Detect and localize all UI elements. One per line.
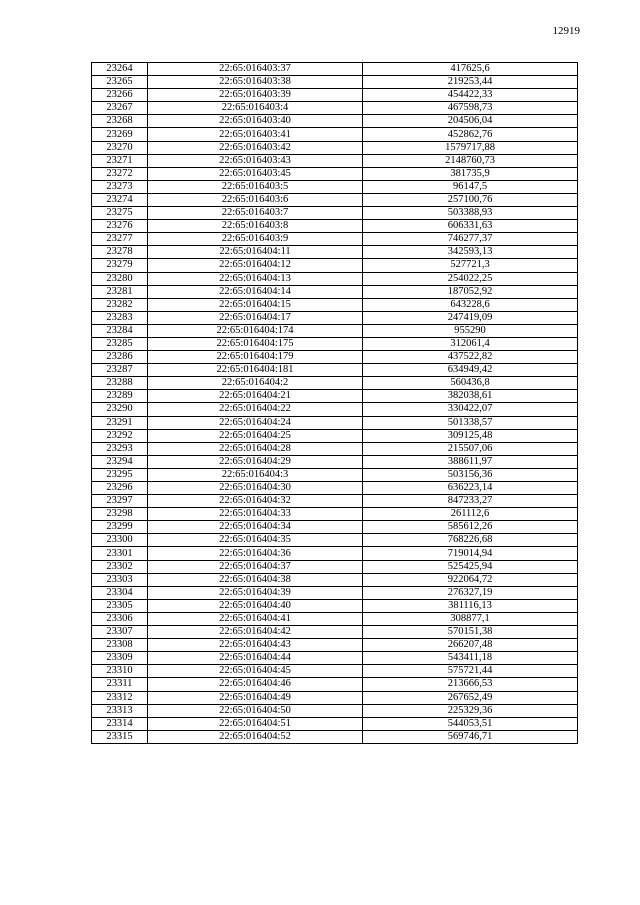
cadastral-value-cell: 543411,18: [363, 652, 578, 665]
table-row: [92, 364, 578, 377]
row-number-cell: 23290: [92, 403, 148, 416]
table-row: [92, 351, 578, 364]
row-number-cell: 23266: [92, 89, 148, 102]
cadastral-value-cell: 213666,53: [363, 678, 578, 691]
row-number-cell: 23302: [92, 560, 148, 573]
row-number-cell: 23297: [92, 495, 148, 508]
row-number-cell: 23277: [92, 233, 148, 246]
row-number-cell: 23287: [92, 364, 148, 377]
row-number-cell: 23281: [92, 285, 148, 298]
cadastral-number-cell: 22:65:016403:40: [148, 115, 363, 128]
cadastral-number-cell: 22:65:016403:37: [148, 63, 363, 76]
page-number: 12919: [552, 25, 580, 37]
table-row: [92, 678, 578, 691]
cadastral-value-cell: 847233,27: [363, 495, 578, 508]
table-row: [92, 534, 578, 547]
cadastral-number-cell: 22:65:016404:42: [148, 626, 363, 639]
row-number-cell: 23314: [92, 717, 148, 730]
row-number-cell: 23315: [92, 730, 148, 743]
cadastral-value-cell: 2148760,73: [363, 154, 578, 167]
table-row: [92, 508, 578, 521]
cadastral-value-cell: 544053,51: [363, 717, 578, 730]
cadastral-number-cell: 22:65:016404:11: [148, 246, 363, 259]
cadastral-number-cell: 22:65:016404:50: [148, 704, 363, 717]
cadastral-value-cell: 388611,97: [363, 455, 578, 468]
cadastral-value-cell: 382038,61: [363, 390, 578, 403]
cadastral-value-cell: 467598,73: [363, 102, 578, 115]
table-row: [92, 285, 578, 298]
cadastral-number-cell: 22:65:016403:9: [148, 233, 363, 246]
cadastral-number-cell: 22:65:016404:32: [148, 495, 363, 508]
cadastral-number-cell: 22:65:016404:25: [148, 429, 363, 442]
row-number-cell: 23276: [92, 220, 148, 233]
table-row: [92, 141, 578, 154]
table-row: [92, 730, 578, 743]
row-number-cell: 23307: [92, 626, 148, 639]
table-row: [92, 626, 578, 639]
cadastral-number-cell: 22:65:016403:38: [148, 76, 363, 89]
row-number-cell: 23289: [92, 390, 148, 403]
cadastral-number-cell: 22:65:016404:181: [148, 364, 363, 377]
cadastral-number-cell: 22:65:016404:22: [148, 403, 363, 416]
row-number-cell: 23308: [92, 639, 148, 652]
cadastral-value-cell: 746277,37: [363, 233, 578, 246]
table-row: [92, 233, 578, 246]
table-row: [92, 416, 578, 429]
row-number-cell: 23294: [92, 455, 148, 468]
row-number-cell: 23306: [92, 612, 148, 625]
table-row: [92, 704, 578, 717]
cadastral-value-cell: 527721,3: [363, 259, 578, 272]
cadastral-value-cell: 261112,6: [363, 508, 578, 521]
table-row: [92, 311, 578, 324]
row-number-cell: 23291: [92, 416, 148, 429]
cadastral-number-cell: 22:65:016403:39: [148, 89, 363, 102]
table-row: [92, 586, 578, 599]
table-row: [92, 521, 578, 534]
cadastral-value-cell: 187052,92: [363, 285, 578, 298]
table-row: [92, 612, 578, 625]
cadastral-value-cell: 276327,19: [363, 586, 578, 599]
table-row: [92, 691, 578, 704]
row-number-cell: 23313: [92, 704, 148, 717]
cadastral-value-cell: 503388,93: [363, 207, 578, 220]
cadastral-number-cell: 22:65:016404:44: [148, 652, 363, 665]
row-number-cell: 23283: [92, 311, 148, 324]
cadastral-value-cell: 1579717,88: [363, 141, 578, 154]
row-number-cell: 23304: [92, 586, 148, 599]
cadastral-value-table: [91, 62, 578, 744]
cadastral-value-cell: 525425,94: [363, 560, 578, 573]
cadastral-value-cell: 634949,42: [363, 364, 578, 377]
cadastral-value-cell: 452862,76: [363, 128, 578, 141]
table-row: [92, 115, 578, 128]
cadastral-number-cell: 22:65:016404:36: [148, 547, 363, 560]
table-row: [92, 246, 578, 259]
cadastral-number-cell: 22:65:016403:5: [148, 180, 363, 193]
cadastral-number-cell: 22:65:016403:6: [148, 193, 363, 206]
table-row: [92, 298, 578, 311]
cadastral-number-cell: 22:65:016404:49: [148, 691, 363, 704]
table-row: [92, 207, 578, 220]
cadastral-number-cell: 22:65:016404:35: [148, 534, 363, 547]
table-row: [92, 324, 578, 337]
row-number-cell: 23301: [92, 547, 148, 560]
cadastral-value-cell: 254022,25: [363, 272, 578, 285]
cadastral-value-cell: 267652,49: [363, 691, 578, 704]
row-number-cell: 23269: [92, 128, 148, 141]
row-number-cell: 23286: [92, 351, 148, 364]
row-number-cell: 23288: [92, 377, 148, 390]
row-number-cell: 23282: [92, 298, 148, 311]
table-row: [92, 560, 578, 573]
cadastral-number-cell: 22:65:016404:175: [148, 337, 363, 350]
table-row: [92, 717, 578, 730]
table-row: [92, 167, 578, 180]
cadastral-value-cell: 309125,48: [363, 429, 578, 442]
table-row: [92, 652, 578, 665]
cadastral-number-cell: 22:65:016404:34: [148, 521, 363, 534]
row-number-cell: 23303: [92, 573, 148, 586]
cadastral-value-cell: 266207,48: [363, 639, 578, 652]
table-row: [92, 89, 578, 102]
cadastral-value-cell: 219253,44: [363, 76, 578, 89]
row-number-cell: 23265: [92, 76, 148, 89]
cadastral-value-cell: 342593,13: [363, 246, 578, 259]
table-row: [92, 599, 578, 612]
cadastral-value-cell: 922064,72: [363, 573, 578, 586]
cadastral-number-cell: 22:65:016404:29: [148, 455, 363, 468]
cadastral-value-cell: 330422,07: [363, 403, 578, 416]
table-row: [92, 442, 578, 455]
cadastral-value-cell: 312061,4: [363, 337, 578, 350]
cadastral-number-cell: 22:65:016404:2: [148, 377, 363, 390]
row-number-cell: 23309: [92, 652, 148, 665]
cadastral-value-cell: 570151,38: [363, 626, 578, 639]
row-number-cell: 23278: [92, 246, 148, 259]
table-row: [92, 272, 578, 285]
cadastral-number-cell: 22:65:016404:28: [148, 442, 363, 455]
row-number-cell: 23305: [92, 599, 148, 612]
row-number-cell: 23292: [92, 429, 148, 442]
cadastral-number-cell: 22:65:016404:30: [148, 482, 363, 495]
cadastral-value-cell: 719014,94: [363, 547, 578, 560]
table-row: [92, 573, 578, 586]
cadastral-number-cell: 22:65:016404:179: [148, 351, 363, 364]
table-row: [92, 639, 578, 652]
cadastral-number-cell: 22:65:016403:45: [148, 167, 363, 180]
table-row: [92, 468, 578, 481]
row-number-cell: 23312: [92, 691, 148, 704]
row-number-cell: 23268: [92, 115, 148, 128]
cadastral-value-cell: 606331,63: [363, 220, 578, 233]
cadastral-value-cell: 643228,6: [363, 298, 578, 311]
cadastral-number-cell: 22:65:016404:45: [148, 665, 363, 678]
row-number-cell: 23271: [92, 154, 148, 167]
cadastral-number-cell: 22:65:016404:33: [148, 508, 363, 521]
row-number-cell: 23273: [92, 180, 148, 193]
cadastral-number-cell: 22:65:016404:12: [148, 259, 363, 272]
row-number-cell: 23270: [92, 141, 148, 154]
row-number-cell: 23275: [92, 207, 148, 220]
cadastral-value-cell: 560436,8: [363, 377, 578, 390]
table-row: [92, 665, 578, 678]
cadastral-number-cell: 22:65:016404:51: [148, 717, 363, 730]
row-number-cell: 23310: [92, 665, 148, 678]
cadastral-value-cell: 204506,04: [363, 115, 578, 128]
table-row: [92, 547, 578, 560]
cadastral-value-cell: 955290: [363, 324, 578, 337]
row-number-cell: 23279: [92, 259, 148, 272]
cadastral-number-cell: 22:65:016403:42: [148, 141, 363, 154]
cadastral-number-cell: 22:65:016404:41: [148, 612, 363, 625]
cadastral-number-cell: 22:65:016403:8: [148, 220, 363, 233]
cadastral-value-cell: 503156,36: [363, 468, 578, 481]
table-row: [92, 403, 578, 416]
cadastral-number-cell: 22:65:016404:17: [148, 311, 363, 324]
cadastral-number-cell: 22:65:016404:3: [148, 468, 363, 481]
table-row: [92, 429, 578, 442]
cadastral-number-cell: 22:65:016404:14: [148, 285, 363, 298]
cadastral-value-cell: 575721,44: [363, 665, 578, 678]
cadastral-value-cell: 768226,68: [363, 534, 578, 547]
row-number-cell: 23284: [92, 324, 148, 337]
cadastral-value-cell: 96147,5: [363, 180, 578, 193]
cadastral-number-cell: 22:65:016404:52: [148, 730, 363, 743]
row-number-cell: 23296: [92, 482, 148, 495]
cadastral-number-cell: 22:65:016404:15: [148, 298, 363, 311]
cadastral-number-cell: 22:65:016404:40: [148, 599, 363, 612]
cadastral-value-cell: 257100,76: [363, 193, 578, 206]
table-body: [92, 63, 578, 744]
cadastral-number-cell: 22:65:016404:24: [148, 416, 363, 429]
table-row: [92, 128, 578, 141]
row-number-cell: 23280: [92, 272, 148, 285]
cadastral-value-cell: 454422,33: [363, 89, 578, 102]
cadastral-number-cell: 22:65:016404:21: [148, 390, 363, 403]
row-number-cell: 23285: [92, 337, 148, 350]
cadastral-value-cell: 417625,6: [363, 63, 578, 76]
table-row: [92, 76, 578, 89]
table-row: [92, 63, 578, 76]
cadastral-number-cell: 22:65:016404:37: [148, 560, 363, 573]
cadastral-value-cell: 501338,57: [363, 416, 578, 429]
cadastral-value-cell: 381735,9: [363, 167, 578, 180]
table-row: [92, 220, 578, 233]
cadastral-number-cell: 22:65:016404:13: [148, 272, 363, 285]
cadastral-value-cell: 215507,06: [363, 442, 578, 455]
table-row: [92, 377, 578, 390]
cadastral-value-cell: 381116,13: [363, 599, 578, 612]
table-row: [92, 259, 578, 272]
cadastral-number-cell: 22:65:016404:46: [148, 678, 363, 691]
row-number-cell: 23274: [92, 193, 148, 206]
row-number-cell: 23298: [92, 508, 148, 521]
table-row: [92, 495, 578, 508]
cadastral-number-cell: 22:65:016403:4: [148, 102, 363, 115]
table-row: [92, 390, 578, 403]
cadastral-number-cell: 22:65:016404:174: [148, 324, 363, 337]
cadastral-number-cell: 22:65:016404:39: [148, 586, 363, 599]
table-row: [92, 180, 578, 193]
row-number-cell: 23264: [92, 63, 148, 76]
table-row: [92, 102, 578, 115]
table-row: [92, 154, 578, 167]
cadastral-value-cell: 437522,82: [363, 351, 578, 364]
table-row: [92, 482, 578, 495]
row-number-cell: 23267: [92, 102, 148, 115]
cadastral-number-cell: 22:65:016403:41: [148, 128, 363, 141]
table-row: [92, 193, 578, 206]
row-number-cell: 23311: [92, 678, 148, 691]
row-number-cell: 23272: [92, 167, 148, 180]
cadastral-value-cell: 308877,1: [363, 612, 578, 625]
row-number-cell: 23293: [92, 442, 148, 455]
table-row: [92, 455, 578, 468]
cadastral-number-cell: 22:65:016404:43: [148, 639, 363, 652]
row-number-cell: 23295: [92, 468, 148, 481]
cadastral-value-cell: 585612,26: [363, 521, 578, 534]
row-number-cell: 23299: [92, 521, 148, 534]
cadastral-number-cell: 22:65:016404:38: [148, 573, 363, 586]
table-row: [92, 337, 578, 350]
cadastral-value-cell: 636223,14: [363, 482, 578, 495]
cadastral-number-cell: 22:65:016403:43: [148, 154, 363, 167]
cadastral-value-cell: 247419,09: [363, 311, 578, 324]
row-number-cell: 23300: [92, 534, 148, 547]
cadastral-value-cell: 569746,71: [363, 730, 578, 743]
cadastral-number-cell: 22:65:016403:7: [148, 207, 363, 220]
cadastral-value-cell: 225329,36: [363, 704, 578, 717]
